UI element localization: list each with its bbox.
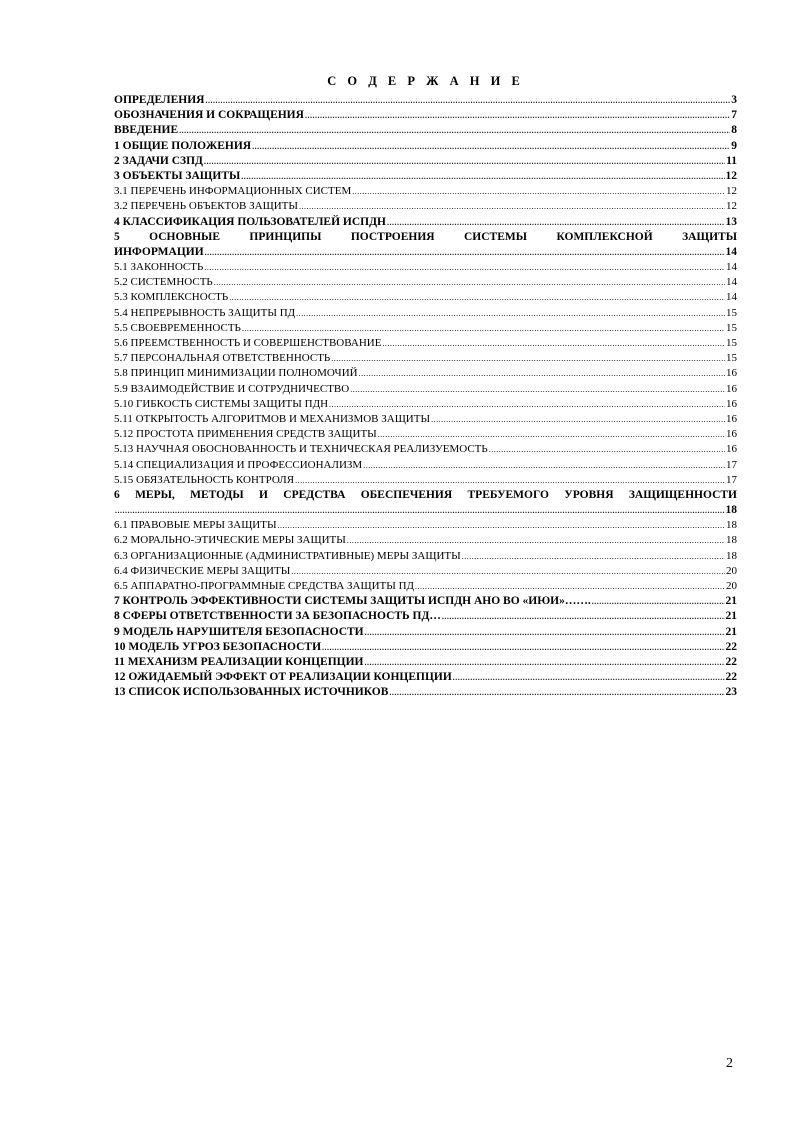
toc-entry-text: ВВЕДЕНИЕ: [114, 124, 179, 137]
toc-list: [114, 93, 737, 701]
toc-entry-text: 5.5 СВОЕВРЕМЕННОСТЬ: [114, 321, 241, 334]
toc-entry-text: 5.12 ПРОСТОТА ПРИМЕНЕНИЯ СРЕДСТВ ЗАЩИТЫ: [114, 428, 377, 441]
toc-entry[interactable]: [114, 549, 737, 564]
toc-entry[interactable]: [114, 640, 737, 655]
toc-entry[interactable]: [114, 123, 737, 138]
toc-entry[interactable]: [114, 427, 737, 442]
toc-entry[interactable]: [114, 199, 737, 214]
toc-entry[interactable]: [114, 321, 737, 336]
toc-page: [114, 72, 737, 701]
toc-entry[interactable]: [114, 655, 737, 670]
toc-entry-text: 5.7 ПЕРСОНАЛЬНАЯ ОТВЕТСТВЕННОСТЬ: [114, 352, 331, 365]
toc-entry-text: 5.13 НАУЧНАЯ ОБОСНОВАННОСТЬ И ТЕХНИЧЕСКАЯ РЕАЛИЗУЕМОСТЬ: [114, 443, 488, 456]
toc-entry-text: 6.1 ПРАВОВЫЕ МЕРЫ ЗАЩИТЫ: [114, 519, 277, 532]
toc-entry-page: 9: [731, 139, 737, 152]
toc-entry[interactable]: [114, 442, 737, 457]
toc-entry[interactable]: [114, 594, 737, 609]
toc-leader-dots: [442, 609, 725, 624]
toc-entry-page: 20: [726, 580, 737, 592]
toc-leader-dots: [382, 336, 725, 351]
toc-entry-page: 8: [731, 124, 737, 137]
toc-entry-page: 14: [726, 291, 737, 304]
toc-entry[interactable]: [114, 290, 737, 305]
toc-entry-text: 6.4 ФИЗИЧЕСКИЕ МЕРЫ ЗАЩИТЫ: [114, 564, 291, 577]
toc-leader-dots: [204, 260, 725, 275]
toc-leader-dots: [205, 93, 730, 108]
toc-entry[interactable]: [114, 564, 737, 579]
toc-entry-page: 16: [726, 382, 737, 395]
toc-entry-text: 11 МЕХАНИЗМ РЕАЛИЗАЦИИ КОНЦЕПЦИИ: [114, 655, 364, 668]
toc-leader-dots: [365, 655, 725, 670]
toc-entry-text: 6.5 АППАРАТНО-ПРОГРАММНЫЕ СРЕДСТВА ЗАЩИТЫ ПД: [114, 580, 415, 592]
toc-entry-text: 4 КЛАССИФИКАЦИЯ ПОЛЬЗОВАТЕЛЕЙ ИСПДН: [114, 215, 386, 228]
toc-leader-dots: [365, 625, 725, 640]
toc-entry[interactable]: [114, 108, 737, 123]
toc-entry-page: 3: [731, 94, 737, 106]
toc-entry-page: 12: [726, 200, 737, 213]
toc-leader-dots: [242, 321, 725, 336]
toc-entry-page: 20: [726, 564, 737, 577]
toc-leader-dots: [291, 564, 725, 579]
toc-entry[interactable]: [114, 245, 737, 260]
toc-leader-dots: [352, 184, 725, 199]
toc-leader-dots: [331, 351, 725, 366]
toc-leader-dots: [489, 442, 725, 457]
toc-entry[interactable]: [114, 139, 737, 154]
toc-title: С О Д Е Р Ж А Н И Е: [327, 74, 524, 88]
toc-leader-dots: [322, 640, 724, 655]
toc-entry-page: 23: [725, 686, 737, 699]
toc-entry-page: 18: [725, 504, 737, 517]
toc-leader-dots: [378, 427, 725, 442]
toc-entry-page: 16: [726, 428, 737, 441]
toc-leader-dots: [296, 306, 725, 321]
toc-entry[interactable]: [114, 685, 737, 700]
toc-entry[interactable]: [114, 579, 737, 594]
toc-entry-text: 7 КОНТРОЛЬ ЭФФЕКТИВНОСТИ СИСТЕМЫ ЗАЩИТЫ ИСПДН АНО ВО «ИЮИ»…….: [114, 595, 591, 608]
toc-leader-dots: [299, 199, 725, 214]
toc-entry-page: 16: [726, 367, 737, 380]
toc-entry[interactable]: [114, 533, 737, 548]
toc-entry-page: 12: [726, 185, 737, 198]
toc-entry-text: 5.10 ГИБКОСТЬ СИСТЕМЫ ЗАЩИТЫ ПДН: [114, 397, 329, 410]
toc-entry[interactable]: [114, 625, 737, 640]
toc-entry-text: 10 МОДЕЛЬ УГРОЗ БЕЗОПАСНОСТИ: [114, 640, 322, 653]
toc-entry-wrapped-line[interactable]: [114, 230, 737, 245]
toc-leader-dots: [389, 685, 724, 700]
toc-entry-page: 18: [726, 519, 737, 532]
toc-entry-text: 6 МЕРЫ, МЕТОДЫ И СРЕДСТВА ОБЕСПЕЧЕНИЯ ТРЕБУЕМОГО УРОВНЯ ЗАЩИЩЕННОСТИ: [114, 488, 737, 501]
toc-entry-text: 3 ОБЪЕКТЫ ЗАЩИТЫ: [114, 169, 241, 182]
toc-entry-page: 13: [725, 215, 737, 228]
toc-entry[interactable]: [114, 397, 737, 412]
toc-leader-dots: [431, 412, 725, 427]
toc-leader-dots: [592, 594, 725, 609]
toc-entry-page: 14: [726, 276, 737, 289]
toc-entry-text: 13 СПИСОК ИСПОЛЬЗОВАННЫХ ИСТОЧНИКОВ: [114, 686, 389, 699]
page-number: 2: [726, 1056, 733, 1071]
toc-entry-page: 16: [726, 443, 737, 456]
toc-entry-text: 5.3 КОМПЛЕКСНОСТЬ: [114, 291, 229, 304]
toc-entry-page: 18: [726, 549, 737, 562]
toc-leader-dots: [363, 458, 725, 473]
toc-entry[interactable]: [114, 306, 737, 321]
toc-leader-dots: [359, 366, 725, 381]
toc-leader-dots: [278, 518, 725, 533]
toc-entry[interactable]: [114, 351, 737, 366]
toc-entry[interactable]: [114, 458, 737, 473]
toc-entry-page: 21: [725, 595, 737, 608]
toc-entry-page: 14: [726, 261, 737, 274]
toc-entry-page: 22: [725, 671, 737, 684]
toc-leader-dots: [204, 154, 725, 169]
toc-leader-dots: [329, 397, 725, 412]
toc-entry[interactable]: [114, 169, 737, 184]
toc-entry[interactable]: [114, 366, 737, 381]
toc-leader-dots: [241, 169, 724, 184]
toc-entry-page: 15: [726, 352, 737, 365]
toc-entry-page: 22: [725, 640, 737, 653]
toc-entry-text: 2 ЗАДАЧИ СЗПД: [114, 154, 203, 167]
toc-entry-text: 5.15 ОБЯЗАТЕЛЬНОСТЬ КОНТРОЛЯ: [114, 473, 295, 486]
toc-entry-text: ОПРЕДЕЛЕНИЯ: [114, 94, 205, 106]
toc-entry-text: 5.14 СПЕЦИАЛИЗАЦИЯ И ПРОФЕССИОНАЛИЗМ: [114, 458, 363, 471]
toc-leader-dots: [179, 123, 730, 138]
toc-entry-text: 8 СФЕРЫ ОТВЕТСТВЕННОСТИ ЗА БЕЗОПАСНОСТЬ ПД…: [114, 610, 441, 623]
toc-entry-page: 21: [725, 610, 737, 623]
toc-entry-page: 15: [726, 321, 737, 334]
toc-entry[interactable]: [114, 93, 737, 108]
toc-leader-dots: [453, 670, 725, 685]
toc-entry[interactable]: [114, 609, 737, 624]
toc-entry-page: 22: [725, 655, 737, 668]
toc-entry[interactable]: [114, 473, 737, 488]
toc-entry[interactable]: [114, 184, 737, 199]
toc-entry-text: 5.9 ВЗАИМОДЕЙСТВИЕ И СОТРУДНИЧЕСТВО: [114, 382, 350, 395]
toc-entry-text: 5.8 ПРИНЦИП МИНИМИЗАЦИИ ПОЛНОМОЧИЙ: [114, 367, 358, 380]
toc-leader-dots: [214, 275, 725, 290]
toc-leader-dots: [350, 382, 725, 397]
toc-entry-text: 3.2 ПЕРЕЧЕНЬ ОБЪЕКТОВ ЗАЩИТЫ: [114, 200, 298, 213]
toc-entry-page: 15: [726, 306, 737, 319]
toc-entry-page: 16: [726, 412, 737, 425]
toc-entry[interactable]: [114, 275, 737, 290]
toc-entry-page: 15: [726, 337, 737, 349]
toc-entry-text: 6.3 ОРГАНИЗАЦИОННЫЕ (АДМИНИСТРАТИВНЫЕ) МЕРЫ ЗАЩИТЫ: [114, 549, 461, 562]
toc-entry-page: 14: [725, 245, 737, 258]
toc-entry-page: 17: [726, 458, 737, 471]
toc-entry[interactable]: [114, 154, 737, 169]
toc-entry-text: 5.2 СИСТЕМНОСТЬ: [114, 276, 213, 289]
toc-entry[interactable]: [114, 518, 737, 533]
toc-entry-text: 12 ОЖИДАЕМЫЙ ЭФФЕКТ ОТ РЕАЛИЗАЦИИ КОНЦЕПЦИИ: [114, 671, 452, 684]
toc-entry-text: 5.6 ПРЕЕМСТВЕННОСТЬ И СОВЕРШЕНСТВОВАНИЕ: [114, 337, 382, 349]
toc-entry[interactable]: [114, 503, 737, 518]
toc-leader-dots: [347, 533, 725, 548]
toc-entry-text: 5.4 НЕПРЕРЫВНОСТЬ ЗАЩИТЫ ПД: [114, 306, 296, 319]
toc-entry[interactable]: [114, 382, 737, 397]
toc-entry-text: 5 ОСНОВНЫЕ ПРИНЦИПЫ ПОСТРОЕНИЯ СИСТЕМЫ КОМПЛЕКСНОЙ ЗАЩИТЫ: [114, 230, 737, 243]
toc-entry[interactable]: [114, 670, 737, 685]
toc-leader-dots: [115, 503, 725, 518]
toc-leader-dots: [415, 579, 725, 594]
toc-entry-page: 11: [726, 154, 737, 167]
toc-entry-text: 5.1 ЗАКОННОСТЬ: [114, 261, 204, 274]
toc-entry-page: 12: [725, 169, 737, 182]
toc-leader-dots: [387, 215, 725, 230]
toc-entry-page: 18: [726, 534, 737, 547]
toc-entry[interactable]: [114, 215, 737, 230]
toc-leader-dots: [305, 108, 730, 123]
toc-entry-page: 21: [725, 625, 737, 638]
toc-entry-page: 7: [731, 109, 737, 122]
toc-leader-dots: [462, 549, 725, 564]
toc-entry-text: 5.11 ОТКРЫТОСТЬ АЛГОРИТМОВ И МЕХАНИЗМОВ ЗАЩИТЫ: [114, 412, 431, 425]
toc-leader-dots: [252, 139, 730, 154]
toc-entry-text: 9 МОДЕЛЬ НАРУШИТЕЛЯ БЕЗОПАСНОСТИ: [114, 625, 364, 638]
toc-entry-text: 1 ОБЩИЕ ПОЛОЖЕНИЯ: [114, 139, 252, 152]
toc-entry-text: ОБОЗНАЧЕНИЯ И СОКРАЩЕНИЯ: [114, 109, 304, 122]
toc-entry-text: 3.1 ПЕРЕЧЕНЬ ИНФОРМАЦИОННЫХ СИСТЕМ: [114, 185, 352, 198]
toc-leader-dots: [295, 473, 725, 488]
toc-leader-dots: [229, 290, 725, 305]
toc-entry-text: ИНФОРМАЦИИ: [114, 245, 204, 258]
toc-entry[interactable]: [114, 412, 737, 427]
toc-entry-page: 17: [726, 473, 737, 486]
toc-entry[interactable]: [114, 336, 737, 351]
toc-entry-wrapped-line[interactable]: [114, 488, 737, 503]
toc-entry-page: 16: [726, 397, 737, 410]
toc-leader-dots: [205, 245, 725, 260]
toc-entry-text: 6.2 МОРАЛЬНО-ЭТИЧЕСКИЕ МЕРЫ ЗАЩИТЫ: [114, 534, 346, 547]
toc-entry[interactable]: [114, 260, 737, 275]
